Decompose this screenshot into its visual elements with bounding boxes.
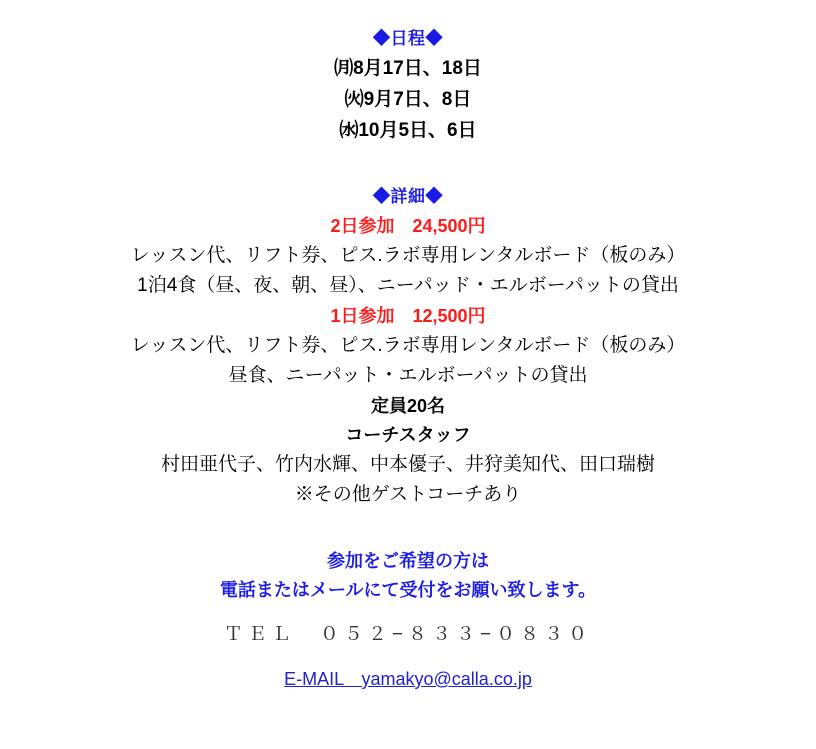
contact-spacer <box>0 504 816 552</box>
two-day-price: 2日参加 24,500円 <box>330 216 486 236</box>
email-spacer <box>0 644 816 670</box>
staff-note: ※その他ゲストコーチあり <box>294 484 522 505</box>
one-day-includes-line-1: レッスン代、リフト券、ピス.ラボ専用レンタルボード（板のみ） <box>130 335 686 356</box>
email-row <box>0 670 816 688</box>
tel-spacer <box>0 599 816 625</box>
contact-notice-line-1: 参加をご希望の方は <box>327 551 489 571</box>
telephone-number: ＴＥＬ ０５２−８３３−０８３０ <box>223 624 593 645</box>
email-link[interactable]: E-MAIL yamakyo@calla.co.jp <box>284 669 532 689</box>
capacity-text: 定員20名 <box>370 396 446 416</box>
staff-names: 村田亜代子、竹内水輝、中本優子、井狩美知代、田口瑞樹 <box>160 454 655 475</box>
two-day-includes-line-2: 1泊4食（昼、夜、朝、昼）、ニーパッド・エルボーパットの貸出 <box>137 275 679 296</box>
details-heading: ◆詳細◆ <box>373 187 443 206</box>
section-spacer <box>0 140 816 188</box>
schedule-date-3: ㈬10月5日、6日 <box>339 120 477 141</box>
two-day-includes-line-1: レッスン代、リフト券、ピス.ラボ専用レンタルボード（板のみ） <box>130 245 686 266</box>
schedule-heading: ◆日程◆ <box>373 29 443 48</box>
one-day-includes-line-2: 昼食、ニーパット・エルボーパットの貸出 <box>228 365 588 386</box>
one-day-price: 1日参加 12,500円 <box>330 306 486 326</box>
staff-heading: コーチスタッフ <box>345 425 471 445</box>
contact-notice-line-2: 電話またはメールにて受付をお願い致します。 <box>219 580 597 600</box>
schedule-date-2: ㈫9月7日、8日 <box>344 89 472 110</box>
schedule-date-1: ㈪8月17日、18日 <box>334 58 482 79</box>
